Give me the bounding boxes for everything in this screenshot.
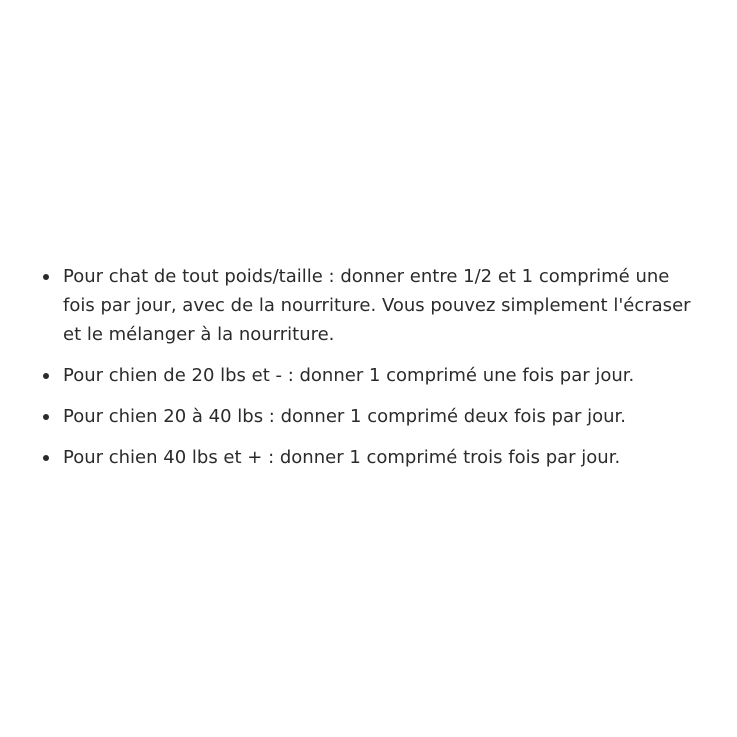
bullet-icon [43,455,49,461]
list-item [0,402,737,431]
list-item [0,262,737,349]
list-item-text: Pour chien 40 lbs et + : donner 1 comprimé trois fois par jour. [63,447,621,468]
dosage-list [0,262,737,472]
list-item-text: Pour chien de 20 lbs et - : donner 1 comprimé une fois par jour. [63,365,635,386]
list-item-text: Pour chat de tout poids/taille : donner entre 1/2 et 1 comprimé une fois par jour, avec de la nourriture. Vous pouvez simplement l'écraser et le mélanger à la nourriture. [63,266,691,345]
dosage-section [0,262,737,484]
bullet-icon [43,274,49,280]
list-item-text: Pour chien 20 à 40 lbs : donner 1 comprimé deux fois par jour. [63,406,627,427]
list-item [0,443,737,472]
list-item [0,361,737,390]
bullet-icon [43,414,49,420]
bullet-icon [43,373,49,379]
